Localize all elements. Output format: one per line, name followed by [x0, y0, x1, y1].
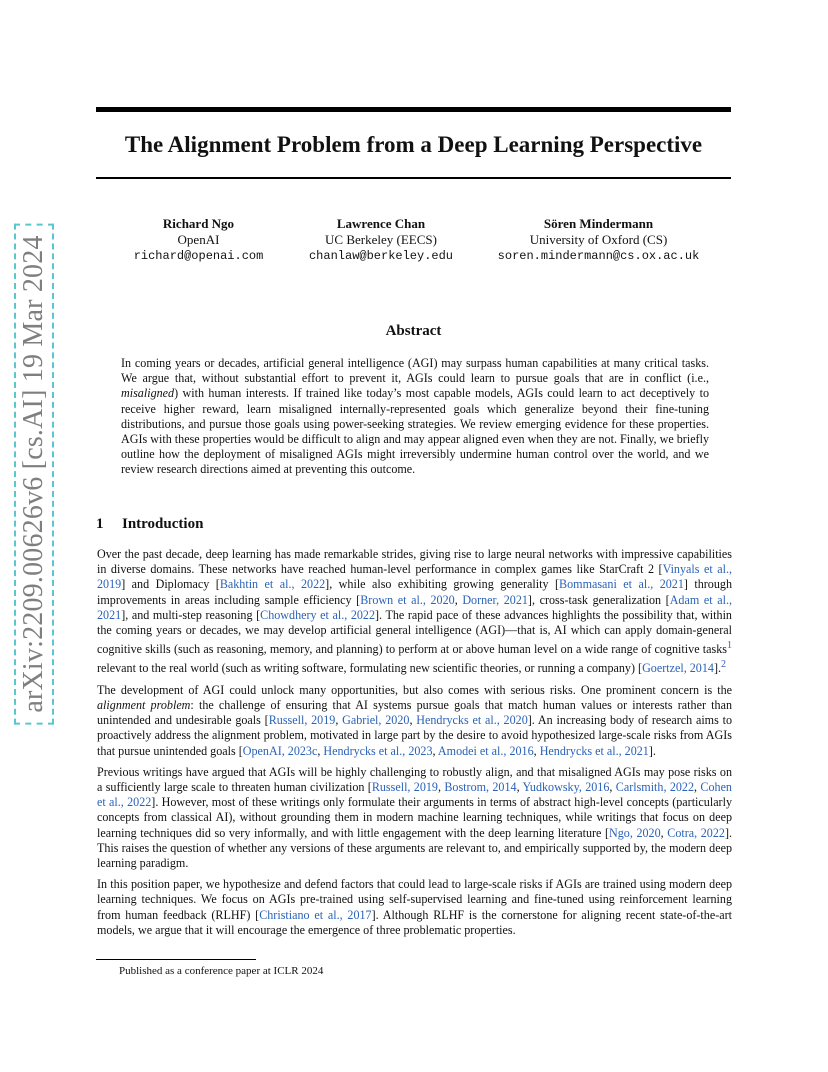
paragraph-4: In this position paper, we hypothesize and defend factors that could lead to large-scale risks if AGIs are trained using modern deep learning techniques. We focus on AGIs pre-trained using self-supervised learning and fine-tuned using reinforcement learning from human feedback (RLHF) [Christiano et al., 2017]. Although RLHF is the cornerstone for aligning recent state-of-the-art models, we argue that it will encourage the emergence of three problematic properties. — [97, 877, 732, 937]
citation-link[interactable]: Russell, 2019 — [268, 713, 336, 728]
author-block — [96, 216, 731, 266]
citation-link[interactable]: Adam et al., 2021 — [97, 592, 732, 622]
citation-link[interactable]: Yudkowsky, 2016 — [522, 779, 610, 794]
section-title: Introduction — [122, 516, 204, 532]
author-2 — [296, 216, 466, 264]
author-affiliation: University of Oxford (CS) — [529, 232, 668, 247]
citation-link[interactable]: Amodei et al., 2016 — [437, 743, 534, 758]
citation-link[interactable]: Goertzel, 2014 — [642, 661, 714, 676]
citation-link[interactable]: Hendrycks et al., 2021 — [539, 743, 649, 758]
abstract-emphasis: misaligned — [121, 386, 175, 401]
emphasis-term: alignment problem — [97, 697, 191, 712]
citation-link[interactable]: Carlsmith, 2022 — [615, 779, 695, 794]
citation-link[interactable]: Bostrom, 2014 — [444, 779, 517, 794]
author-email[interactable]: richard@openai.com — [133, 249, 264, 263]
footnote-rule — [96, 959, 256, 960]
author-3 — [486, 216, 711, 264]
author-email[interactable]: soren.mindermann@cs.ox.ac.uk — [497, 249, 700, 263]
footnote-marker[interactable]: 2 — [721, 659, 727, 671]
section-number: 1 — [96, 516, 104, 532]
abstract-text-part: ) with human interests. If trained like today’s most capable models, AGIs could learn to act deceptively to receive higher reward, learn misaligned internally-represented goals which generalize beyond their fine-tuning distributions, and pursue those goals using power-seeking strategies. We review emerging evidence for these properties. AGIs with these properties would be difficult to align and may appear aligned even when they are not. Finally, we briefly outline how the deployment of misaligned AGIs might irreversibly undermine human control over the world, and we review research directions aimed at preventing this outcome. — [121, 386, 709, 477]
title-top-rule — [96, 107, 731, 112]
author-name: Sören Mindermann — [543, 216, 654, 231]
citation-link[interactable]: Hendrycks et al., 2023 — [323, 743, 433, 758]
author-affiliation: UC Berkeley (EECS) — [325, 232, 437, 247]
paragraph-1: Over the past decade, deep learning has made remarkable strides, giving rise to large neural networks with impressive capabilities in diverse domains. These networks have reached human-level performance in complex games like StarCraft 2 [Vinyals et al., 2019] and Diplomacy [Bakhtin et al., 2022], while also exhibiting growing generality [Bommasani et al., 2021] through improvements in areas including sample efficiency [Brown et al., 2020, Dorner, 2021], cross-task generalization [Adam et al., 2021], and multi-step reasoning [Chowdhery et al., 2022]. The rapid pace of these advances highlights the possibility that, within the coming years or decades, we may develop artificial general intelligence (AGI)—that is, AI which can apply domain-general cognitive skills (such as reasoning, memory, and planning) to perform at or above human level on a wide range of cognitive tasks$^1$ relevant to the real world (such as writing software, formulating new scientific theories, or running a company) [Goertzel, 2014].$^2$ — [97, 547, 732, 676]
footnote-marker[interactable]: 1 — [726, 640, 732, 652]
arxiv-identifier-stamp: arXiv:2209.00626v6 [cs.AI] 19 Mar 2024 — [14, 223, 54, 724]
citation-link[interactable]: Brown et al., 2020 — [360, 592, 455, 607]
footnote-text: Published as a conference paper at ICLR 2024 — [119, 965, 324, 977]
citation-link[interactable]: Cohen et al., 2022 — [97, 779, 732, 810]
citation-link[interactable]: Dorner, 2021 — [462, 592, 528, 607]
citation-link[interactable]: Chowdhery et al., 2022 — [260, 607, 376, 622]
citation-link[interactable]: Cotra, 2022 — [667, 825, 725, 840]
citation-link[interactable]: Hendrycks et al., 2020 — [416, 713, 528, 728]
paragraph-2: The development of AGI could unlock many opportunities, but also comes with serious risks. One prominent concern is the alignment problem: the challenge of ensuring that AI systems pursue goals that match human values or interests rather than unintended and undesirable goals [Russell, 2019, Gabriel, 2020, Hendrycks et al., 2020]. An increasing body of research aims to proactively address the alignment problem, motivated in large part by the desire to avoid hypothesized large-scale risks from AGIs that pursue unintended goals [OpenAI, 2023c, Hendrycks et al., 2023, Amodei et al., 2016, Hendrycks et al., 2021]. — [97, 682, 732, 758]
author-affiliation: OpenAI — [177, 232, 220, 247]
author-name: Richard Ngo — [162, 216, 235, 231]
author-email[interactable]: chanlaw@berkeley.edu — [308, 249, 454, 263]
section-heading-introduction — [96, 514, 203, 534]
abstract-heading: Abstract — [385, 323, 442, 339]
introduction-body — [97, 547, 732, 944]
author-1 — [116, 216, 281, 264]
paragraph-3: Previous writings have argued that AGIs will be highly challenging to robustly align, and that misaligned AGIs may pose risks on a sufficiently large scale to threaten human civilization [Russell, 2019, Bostrom, 2014, Yudkowsky, 2016, Carlsmith, 2022, Cohen et al., 2022]. However, most of these writings only formulate their arguments in terms of abstract high-level concepts (particularly concepts from classical AI), without grounding them in modern machine learning techniques, while writings that focus on deep learning techniques did so very informally, and with little engagement with the deep learning literature [Ngo, 2020, Cotra, 2022]. This raises the question of whether any versions of these arguments are relevant to, and empirically supported by, the modern deep learning paradigm. — [97, 764, 732, 870]
citation-link[interactable]: Vinyals et al., 2019 — [97, 562, 732, 592]
citation-link[interactable]: Bommasani et al., 2021 — [559, 577, 684, 592]
title-bottom-rule — [96, 177, 731, 179]
author-name: Lawrence Chan — [336, 216, 426, 231]
abstract-text-part: In coming years or decades, artificial general intelligence (AGI) may surpass human capabilities at many critical tasks. We argue that, without substantial effort to prevent it, AGIs could learn to pursue goals that are in conflict (i.e., — [121, 356, 709, 386]
paper-title: The Alignment Problem from a Deep Learning Perspective — [124, 132, 703, 157]
citation-link[interactable]: OpenAI, 2023c — [242, 743, 318, 758]
citation-link[interactable]: Gabriel, 2020 — [342, 713, 410, 728]
citation-link[interactable]: Ngo, 2020 — [609, 825, 661, 840]
citation-link[interactable]: Christiano et al., 2017 — [259, 907, 372, 922]
citation-link[interactable]: Russell, 2019 — [371, 779, 438, 794]
citation-link[interactable]: Bakhtin et al., 2022 — [219, 577, 326, 592]
abstract-text — [121, 356, 709, 478]
